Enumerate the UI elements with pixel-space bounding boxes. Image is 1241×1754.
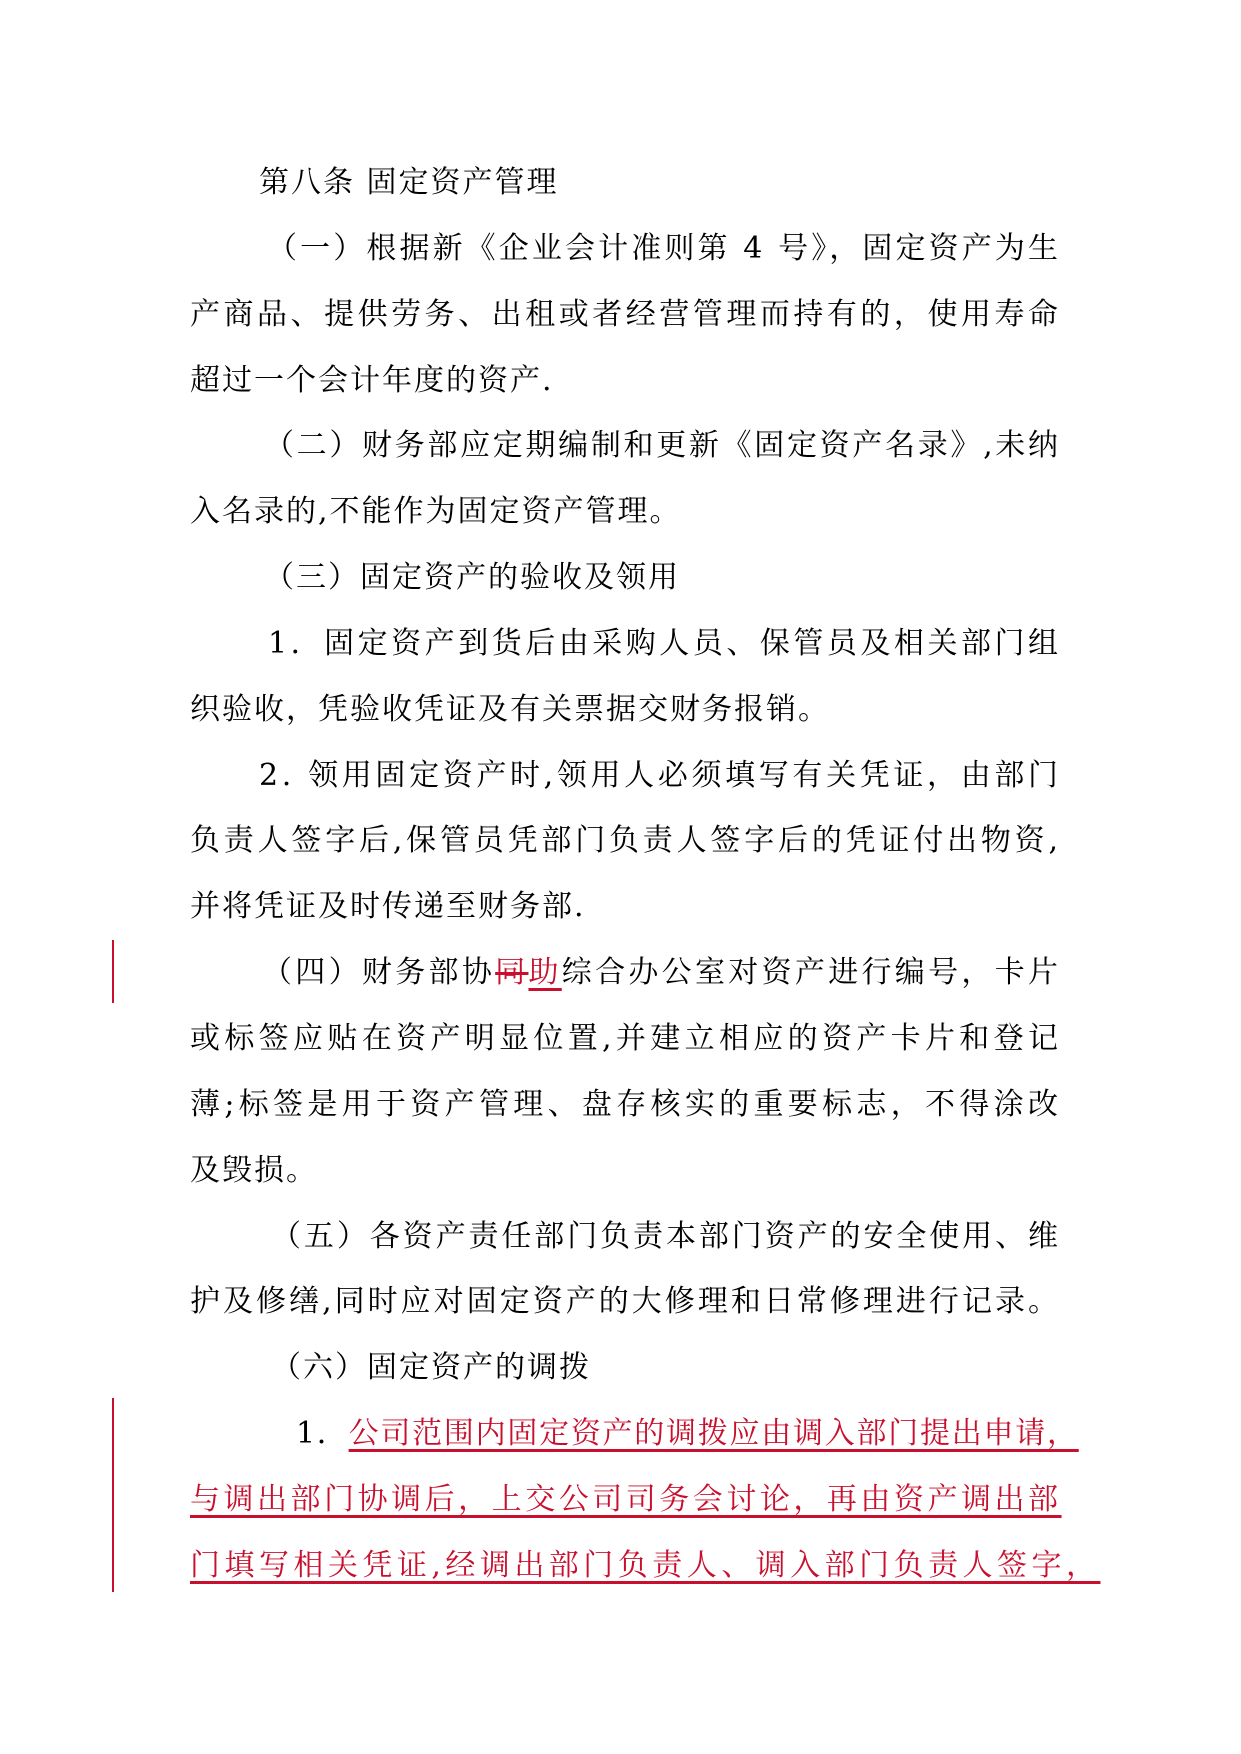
paragraph-line: 负责人签字后,保管员凭部门负责人签字后的凭证付出物资,: [190, 823, 1062, 859]
text-segment: 综合办公室对资产进行编号，卡片: [561, 955, 1062, 991]
article-heading: 第八条 固定资产管理: [259, 165, 559, 200]
revised-paragraph-line: [190, 1533, 1101, 1599]
paragraph-line: 1．固定资产到货后由采购人员、保管员及相关部门组: [268, 625, 1062, 661]
revised-paragraph-line: [296, 1401, 1077, 1467]
paragraph-line: 超过一个会计年度的资产.: [190, 362, 554, 398]
paragraph-line: 护及修缮,同时应对固定资产的大修理和日常修理进行记录。: [190, 1284, 1062, 1320]
paragraph-line: （一）根据新《企业会计准则第 4 号》，固定资产为生: [267, 230, 1062, 266]
paragraph-line: 入名录的,不能作为固定资产管理。: [190, 494, 682, 530]
inserted-text: 门填写相关凭证,经调出部门负责人、调入部门负责人签字，: [190, 1547, 1101, 1583]
paragraph-line: （二）财务部应定期编制和更新《固定资产名录》,未纳: [264, 428, 1061, 464]
paragraph-line: 或标签应贴在资产明显位置,并建立相应的资产卡片和登记: [190, 1020, 1063, 1056]
paragraph-line: 2. 领用固定资产时,领用人必须填写有关凭证，由部门: [259, 757, 1062, 793]
revised-paragraph-line: [190, 1467, 1062, 1533]
paragraph-line: （三）固定资产的验收及领用: [264, 560, 680, 596]
paragraph-line: 产商品、提供劳务、出租或者经营管理而持有的，使用寿命: [190, 296, 1062, 332]
paragraph-line: 薄;标签是用于资产管理、盘存核实的重要标志，不得涂改: [190, 1086, 1063, 1122]
paragraph-line: 织验收，凭验收凭证及有关票据交财务报销。: [190, 691, 830, 727]
document-body: [0, 150, 1241, 1599]
paragraph-line: （五）各资产责任部门负责本部门资产的安全使用、维: [271, 1218, 1061, 1254]
paragraph-line: 及毁损。: [190, 1152, 318, 1188]
inserted-text: 助: [528, 955, 562, 991]
paragraph-line: （六）固定资产的调拨: [271, 1350, 591, 1386]
deleted-text: 同: [495, 955, 529, 991]
list-number: 1．: [296, 1416, 349, 1452]
paragraph-line: 并将凭证及时传递至财务部.: [190, 889, 586, 925]
inserted-text: 与调出部门协调后，上交公司司务会讨论，再由资产调出部: [190, 1481, 1062, 1517]
text-segment: （四）财务部协: [262, 955, 496, 991]
inserted-text: 公司范围内固定资产的调拨应由调入部门提出申请，: [348, 1416, 1079, 1452]
revised-paragraph-line: [262, 940, 1062, 1006]
